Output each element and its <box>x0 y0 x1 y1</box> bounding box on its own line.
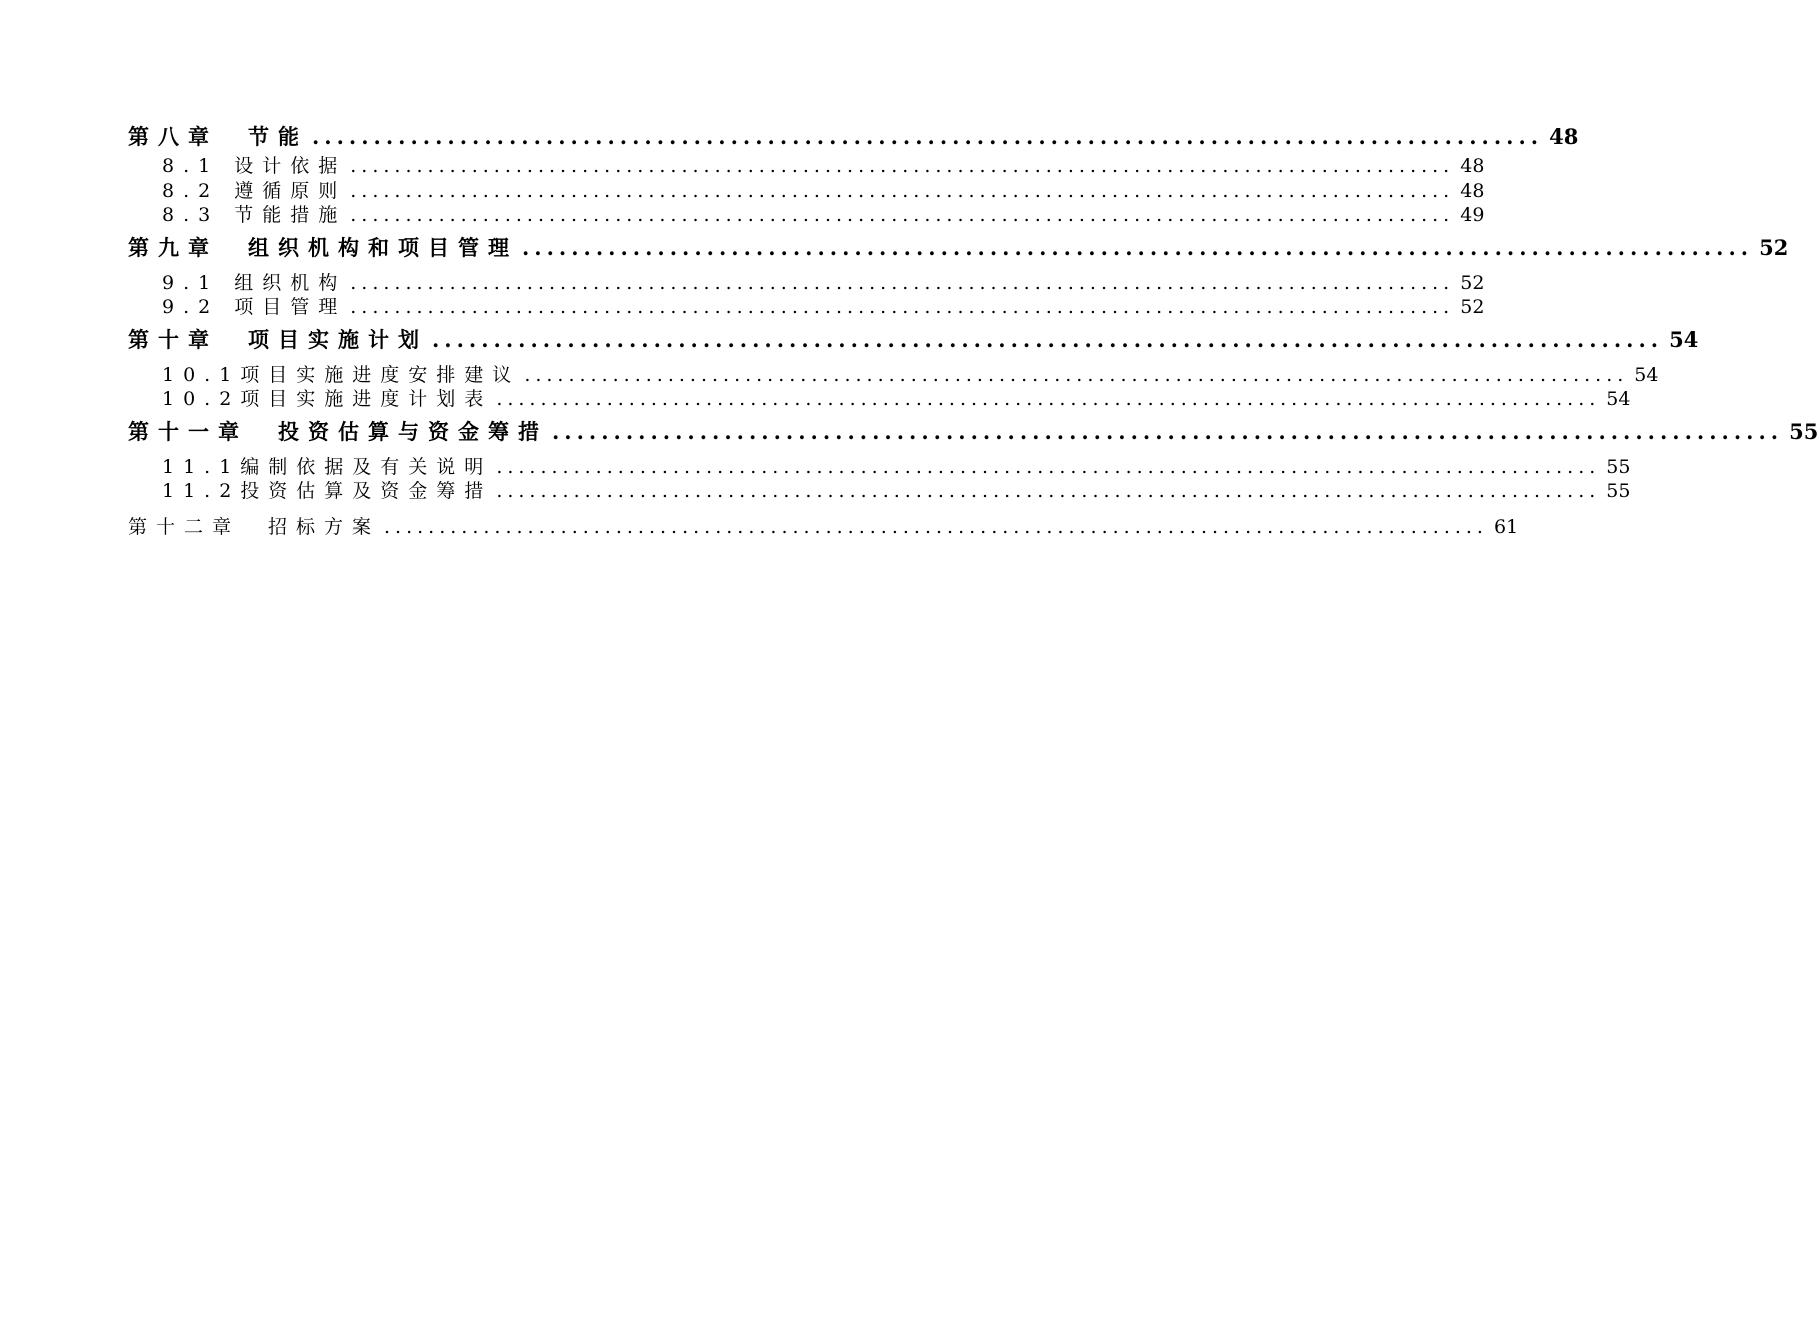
toc-entry-title: 第九章 组织机构和项目管理 <box>128 234 518 260</box>
toc-page-number: 55 <box>1789 418 1818 444</box>
toc-page-number: 54 <box>1669 326 1699 352</box>
toc-chapter-11[interactable] <box>128 415 1818 449</box>
dot-leader: .................................................................................................... <box>432 326 1664 352</box>
dot-leader: .................................................................................................... <box>552 418 1784 444</box>
toc-section-10-1[interactable] <box>128 363 1659 388</box>
toc-entry-title: 9.1 组织机构 <box>162 271 347 294</box>
dot-leader: .................................................................................................... <box>496 455 1601 478</box>
toc-entry-title: 第十章 项目实施计划 <box>128 326 428 352</box>
toc-entry-title: 8.1 设计依据 <box>162 155 347 177</box>
toc-chapter-12[interactable] <box>128 510 1519 544</box>
toc-section-11-1[interactable] <box>128 455 1631 480</box>
toc-entry-title: 9.2 项目管理 <box>162 296 347 318</box>
toc-page-number: 61 <box>1493 515 1519 538</box>
toc-entry-title: 8.3 节能措施 <box>162 204 347 226</box>
dot-leader: .................................................................................................... <box>350 296 1455 318</box>
toc-section-9-1[interactable] <box>128 271 1485 296</box>
toc-entry-title: 8.2 遵循原则 <box>162 179 347 202</box>
toc-page-number: 52 <box>1759 234 1789 260</box>
dot-leader: .................................................................................................... <box>384 515 1488 538</box>
toc-page-number: 48 <box>1460 179 1485 202</box>
toc-section-8-3[interactable] <box>128 203 1485 228</box>
toc-page-number: 49 <box>1460 204 1485 226</box>
toc-page-number: 55 <box>1606 480 1631 502</box>
dot-leader: .................................................................................................... <box>350 179 1455 202</box>
dot-leader: .................................................................................................... <box>350 204 1455 226</box>
dot-leader: .................................................................................................... <box>496 480 1601 502</box>
dot-leader: .................................................................................................... <box>524 363 1629 386</box>
toc-section-9-2[interactable] <box>128 295 1485 320</box>
toc-entry-title: 第十二章 招标方案 <box>128 515 381 538</box>
toc-chapter-9[interactable] <box>128 231 1789 265</box>
toc-entry-title: 第十一章 投资估算与资金筹措 <box>128 418 548 444</box>
toc-entry-title: 10.1项目实施进度安排建议 <box>162 363 521 386</box>
toc-page-number: 52 <box>1460 271 1485 294</box>
toc-page-number: 52 <box>1460 296 1485 318</box>
toc-page-number: 55 <box>1606 455 1631 478</box>
toc-page-number: 48 <box>1549 124 1579 149</box>
toc-page-number: 48 <box>1460 155 1485 177</box>
toc-page-number: 54 <box>1606 388 1631 410</box>
toc-section-10-2[interactable] <box>128 387 1631 412</box>
toc-chapter-10[interactable] <box>128 323 1699 357</box>
toc-section-8-2[interactable] <box>128 179 1485 204</box>
dot-leader: .................................................................................................... <box>350 271 1455 294</box>
toc-entry-title: 11.1编制依据及有关说明 <box>162 455 493 478</box>
table-of-contents <box>128 120 1818 544</box>
dot-leader: .................................................................................................... <box>496 388 1601 410</box>
toc-page-number: 54 <box>1634 363 1659 386</box>
dot-leader: .................................................................................................... <box>522 234 1754 260</box>
toc-section-11-2[interactable] <box>128 479 1631 504</box>
toc-chapter-8[interactable] <box>128 120 1579 154</box>
dot-leader: .................................................................................................... <box>350 155 1455 177</box>
toc-entry-title: 第八章 节能 <box>128 124 308 149</box>
toc-entry-title: 10.2项目实施进度计划表 <box>162 388 493 410</box>
dot-leader: .................................................................................................... <box>312 124 1544 149</box>
toc-entry-title: 11.2投资估算及资金筹措 <box>162 480 493 502</box>
toc-section-8-1[interactable] <box>128 154 1485 179</box>
